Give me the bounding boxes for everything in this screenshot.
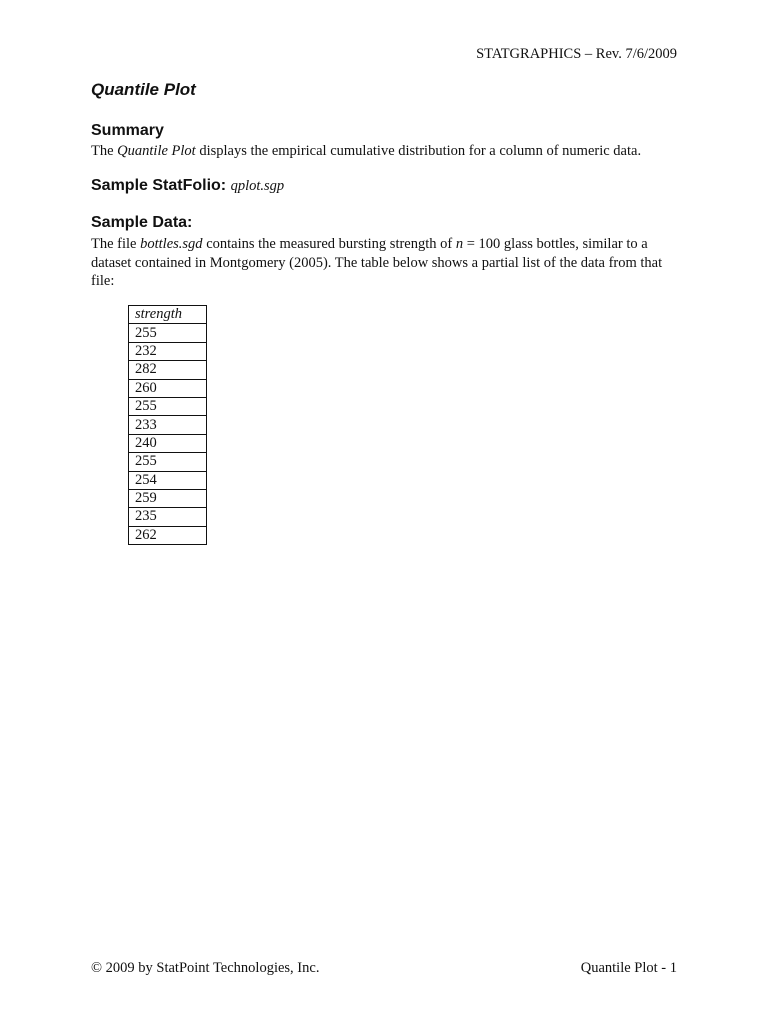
running-header: STATGRAPHICS – Rev. 7/6/2009 bbox=[476, 46, 677, 62]
statfolio-heading bbox=[91, 177, 284, 195]
table-cell: 255 bbox=[129, 397, 207, 415]
summary-paragraph bbox=[91, 142, 681, 161]
summary-italic-term: Quantile Plot bbox=[117, 143, 196, 159]
table-cell: 255 bbox=[129, 453, 207, 471]
column-header-strength: strength bbox=[129, 306, 207, 324]
summary-text-1: The bbox=[91, 143, 118, 159]
table-row bbox=[129, 342, 207, 360]
table-row bbox=[129, 397, 207, 415]
page-number: Quantile Plot - 1 bbox=[580, 960, 677, 976]
table-row bbox=[129, 379, 207, 397]
copyright-text: 2009 by StatPoint Technologies, Inc. bbox=[105, 960, 320, 976]
table-row bbox=[129, 489, 207, 507]
sample-text-1: The file bbox=[91, 236, 141, 252]
data-table bbox=[128, 305, 207, 545]
table-cell: 232 bbox=[129, 342, 207, 360]
table-row bbox=[129, 526, 207, 544]
summary-text-2: displays the empirical cumulative distribution for a column of numeric data. bbox=[195, 143, 642, 159]
table-cell: 254 bbox=[129, 471, 207, 489]
copyright-footer bbox=[91, 960, 319, 977]
file-name: bottles.sgd bbox=[140, 236, 203, 252]
table-cell: 240 bbox=[129, 434, 207, 452]
table-cell: 282 bbox=[129, 361, 207, 379]
sample-data-paragraph bbox=[91, 235, 681, 291]
table-row bbox=[129, 471, 207, 489]
table-cell: 255 bbox=[129, 324, 207, 342]
table-row bbox=[129, 453, 207, 471]
statfolio-label: Sample StatFolio: bbox=[91, 177, 227, 194]
table-cell: 235 bbox=[129, 508, 207, 526]
summary-heading: Summary bbox=[91, 122, 164, 139]
sample-text-2: contains the measured bursting strength of bbox=[202, 236, 456, 252]
table-row bbox=[129, 416, 207, 434]
table-cell: 233 bbox=[129, 416, 207, 434]
sample-data-heading: Sample Data: bbox=[91, 214, 193, 231]
copyright-icon: © bbox=[91, 960, 103, 976]
table-cell: 259 bbox=[129, 489, 207, 507]
table-cell: 262 bbox=[129, 526, 207, 544]
table-row bbox=[129, 324, 207, 342]
table-cell: 260 bbox=[129, 379, 207, 397]
statfolio-value: qplot.sgp bbox=[230, 178, 285, 194]
sample-text-3: = 100 glass bottles, similar to a dataset contained in Montgomery (2005). The table below shows a partial list of the data from that file: bbox=[91, 236, 663, 289]
table-header-row bbox=[129, 306, 207, 324]
page-title: Quantile Plot bbox=[91, 80, 196, 99]
table-row bbox=[129, 508, 207, 526]
n-symbol: n bbox=[455, 236, 464, 252]
table-row bbox=[129, 434, 207, 452]
table-row bbox=[129, 361, 207, 379]
